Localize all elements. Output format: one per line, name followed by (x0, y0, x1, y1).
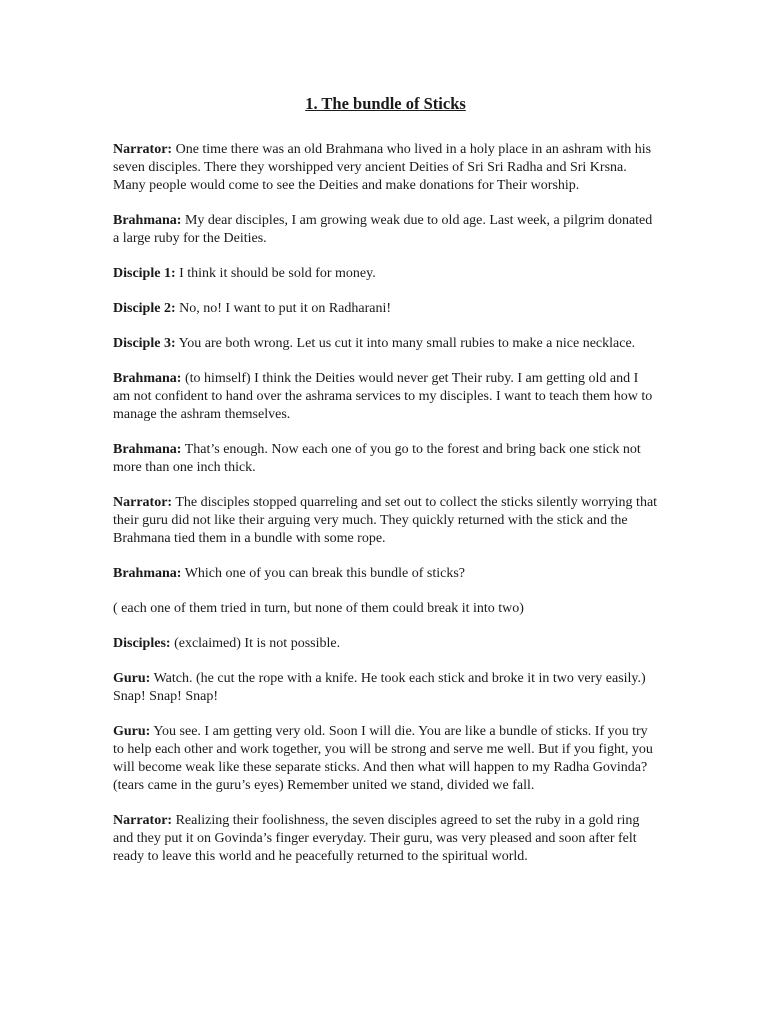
paragraph-8 (113, 494, 658, 548)
paragraph-text: (to himself) I think the Deities would never get Their ruby. I am getting old and I am not confident to hand over the ashrama services to my disciples. I want to teach them how to manage the ashram themselves. (113, 371, 653, 422)
paragraph-text: The disciples stopped quarreling and set out to collect the sticks silently worrying that their guru did not like their arguing very much. They quickly returned with the stick and the Brahmana tied them in a bundle with some rope. (113, 495, 658, 546)
paragraph-11 (113, 635, 658, 653)
paragraph-2 (113, 212, 658, 248)
paragraph-text: I think it should be sold for money. (175, 266, 376, 281)
paragraph-text: (exclaimed) It is not possible. (170, 636, 341, 651)
paragraph-text: You are both wrong. Let us cut it into many small rubies to make a nice necklace. (175, 336, 636, 351)
paragraph-9 (113, 565, 658, 583)
paragraph-7 (113, 441, 658, 477)
paragraph-text: Realizing their foolishness, the seven disciples agreed to set the ruby in a gold ring and they put it on Govinda’s finger everyday. Their guru, was very pleased and soon after felt ready to leave this world and he peacefully returned to the spiritual world. (113, 813, 640, 864)
speaker-label: Disciple 3: (113, 336, 176, 351)
paragraph-10 (113, 600, 658, 618)
paragraph-text: That’s enough. Now each one of you go to the forest and bring back one stick not more than one inch thick. (113, 442, 641, 475)
paragraph-13 (113, 723, 658, 795)
speaker-label: Disciples: (113, 636, 171, 651)
speaker-label: Narrator: (113, 495, 173, 510)
paragraph-text: My dear disciples, I am growing weak due to old age. Last week, a pilgrim donated a large ruby for the Deities. (113, 213, 653, 246)
paragraph-text: ( each one of them tried in turn, but none of them could break it into two) (113, 601, 524, 616)
paragraph-1 (113, 141, 658, 195)
paragraph-text: Watch. (he cut the rope with a knife. He took each stick and broke it in two very easily.) Snap! Snap! Snap! (113, 671, 646, 704)
speaker-label: Guru: (113, 671, 151, 686)
paragraph-text: Which one of you can break this bundle of sticks? (181, 566, 466, 581)
paragraph-text: You see. I am getting very old. Soon I will die. You are like a bundle of sticks. If you try to help each other and work together, you will be strong and serve me well. But if you fight, you will become weak like these separate sticks. And then what will happen to my Radha Govinda? (tears came in the guru’s eyes) Remember united we stand, divided we fall. (113, 724, 653, 793)
speaker-label: Narrator: (113, 813, 173, 828)
paragraph-4 (113, 300, 658, 318)
paragraph-text: One time there was an old Brahmana who lived in a holy place in an ashram with his seven disciples. There they worshipped very ancient Deities of Sri Sri Radha and Sri Krsna. Many people would come to see the Deities and make donations for Their worship. (113, 142, 652, 193)
speaker-label: Brahmana: (113, 213, 182, 228)
speaker-label: Brahmana: (113, 371, 182, 386)
paragraph-14 (113, 812, 658, 866)
paragraph-3 (113, 265, 658, 283)
document-title: 1. The bundle of Sticks (305, 94, 466, 113)
paragraph-text: No, no! I want to put it on Radharani! (175, 301, 392, 316)
speaker-label: Disciple 2: (113, 301, 176, 316)
paragraph-6 (113, 370, 658, 424)
speaker-label: Brahmana: (113, 442, 182, 457)
speaker-label: Disciple 1: (113, 266, 176, 281)
speaker-label: Narrator: (113, 142, 173, 157)
paragraph-12 (113, 670, 658, 706)
document-page (113, 93, 658, 883)
speaker-label: Guru: (113, 724, 151, 739)
paragraph-5 (113, 335, 658, 353)
speaker-label: Brahmana: (113, 566, 182, 581)
